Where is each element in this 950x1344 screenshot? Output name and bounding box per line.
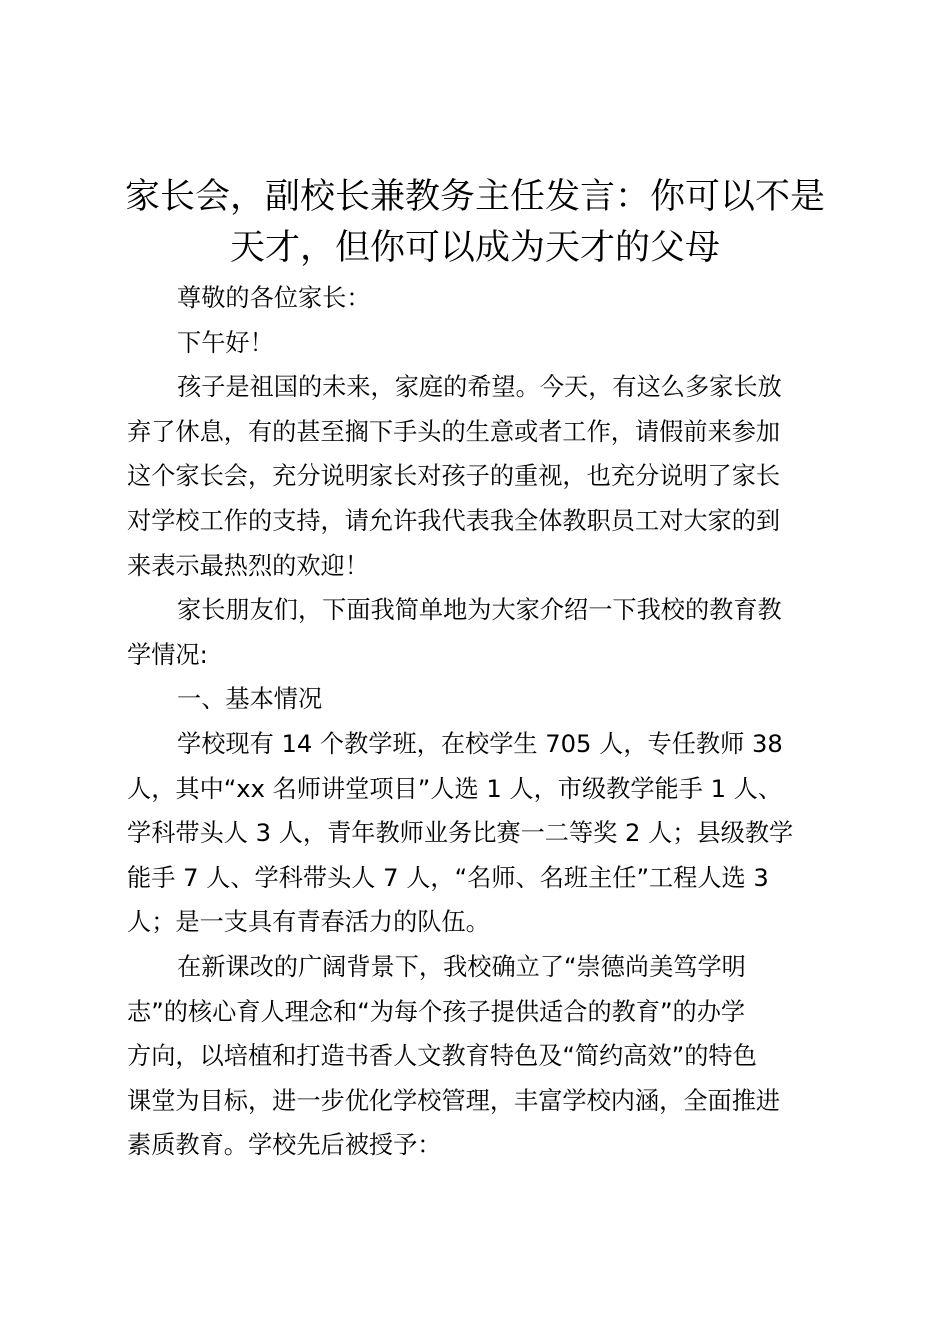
paragraph-welcome	[127, 365, 833, 588]
paragraph-line: 人，其中“xx 名师讲堂项目”人选 1 人，市级教学能手 1 人、	[127, 774, 783, 803]
paragraph-line: 人；是一支具有青春活力的队伍。	[127, 908, 490, 937]
paragraph-line: 一、基本情况	[177, 685, 323, 714]
paragraph-good-afternoon	[127, 321, 833, 366]
paragraph-school-stats	[127, 722, 833, 945]
paragraph-line: 素质教育。学校先后被授予：	[127, 1131, 442, 1160]
paragraph-line: 弃了休息，有的甚至搁下手头的生意或者工作，请假前来参加	[127, 417, 781, 446]
paragraph-line: 下午好！	[177, 328, 274, 357]
paragraph-line: 在新课改的广阔背景下，我校确立了“崇德尚美笃学明	[177, 952, 746, 981]
paragraph-line: 学科带头人 3 人，青年教师业务比赛一二等奖 2 人；县级教学	[127, 819, 794, 848]
paragraph-line: 学校现有 14 个教学班，在校学生 705 人，专任教师 38	[177, 729, 783, 758]
paragraph-line: 学情况:	[127, 640, 208, 669]
paragraph-line: 课堂为目标，进一步优化学校管理，丰富学校内涵，全面推进	[127, 1086, 781, 1115]
paragraph-line: 来表示最热烈的欢迎！	[127, 551, 369, 580]
paragraph-introduction	[127, 588, 833, 677]
paragraph-line: 能手 7 人、学科带头人 7 人，“名师、名班主任”工程人选 3	[127, 863, 769, 892]
paragraph-line: 方向，以培植和打造书香人文教育特色及“简约高效”的特色	[127, 1042, 757, 1071]
title-line-1: 家长会，副校长兼教务主任发言：你可以不是	[124, 177, 825, 217]
paragraph-line: 家长朋友们，下面我简单地为大家介绍一下我校的教育教	[177, 596, 782, 625]
paragraph-line: 这个家长会，充分说明家长对孩子的重视，也充分说明了家长	[127, 462, 781, 491]
document-title	[110, 172, 840, 274]
paragraph-line: 孩子是祖国的未来，家庭的希望。今天，有这么多家长放	[177, 373, 782, 402]
document-body	[127, 276, 833, 1168]
paragraph-philosophy	[127, 945, 833, 1168]
paragraph-line: 尊敬的各位家长：	[177, 284, 371, 312]
paragraph-line: 对学校工作的支持，请允许我代表我全体教职员工对大家的到	[127, 506, 781, 535]
paragraph-line: 志”的核心育人理念和“为每个孩子提供适合的教育”的办学	[127, 997, 746, 1026]
section-heading-basic-info	[127, 677, 833, 722]
title-line-2: 天才，但你可以成为天才的父母	[229, 228, 720, 268]
paragraph-greeting	[127, 276, 833, 321]
